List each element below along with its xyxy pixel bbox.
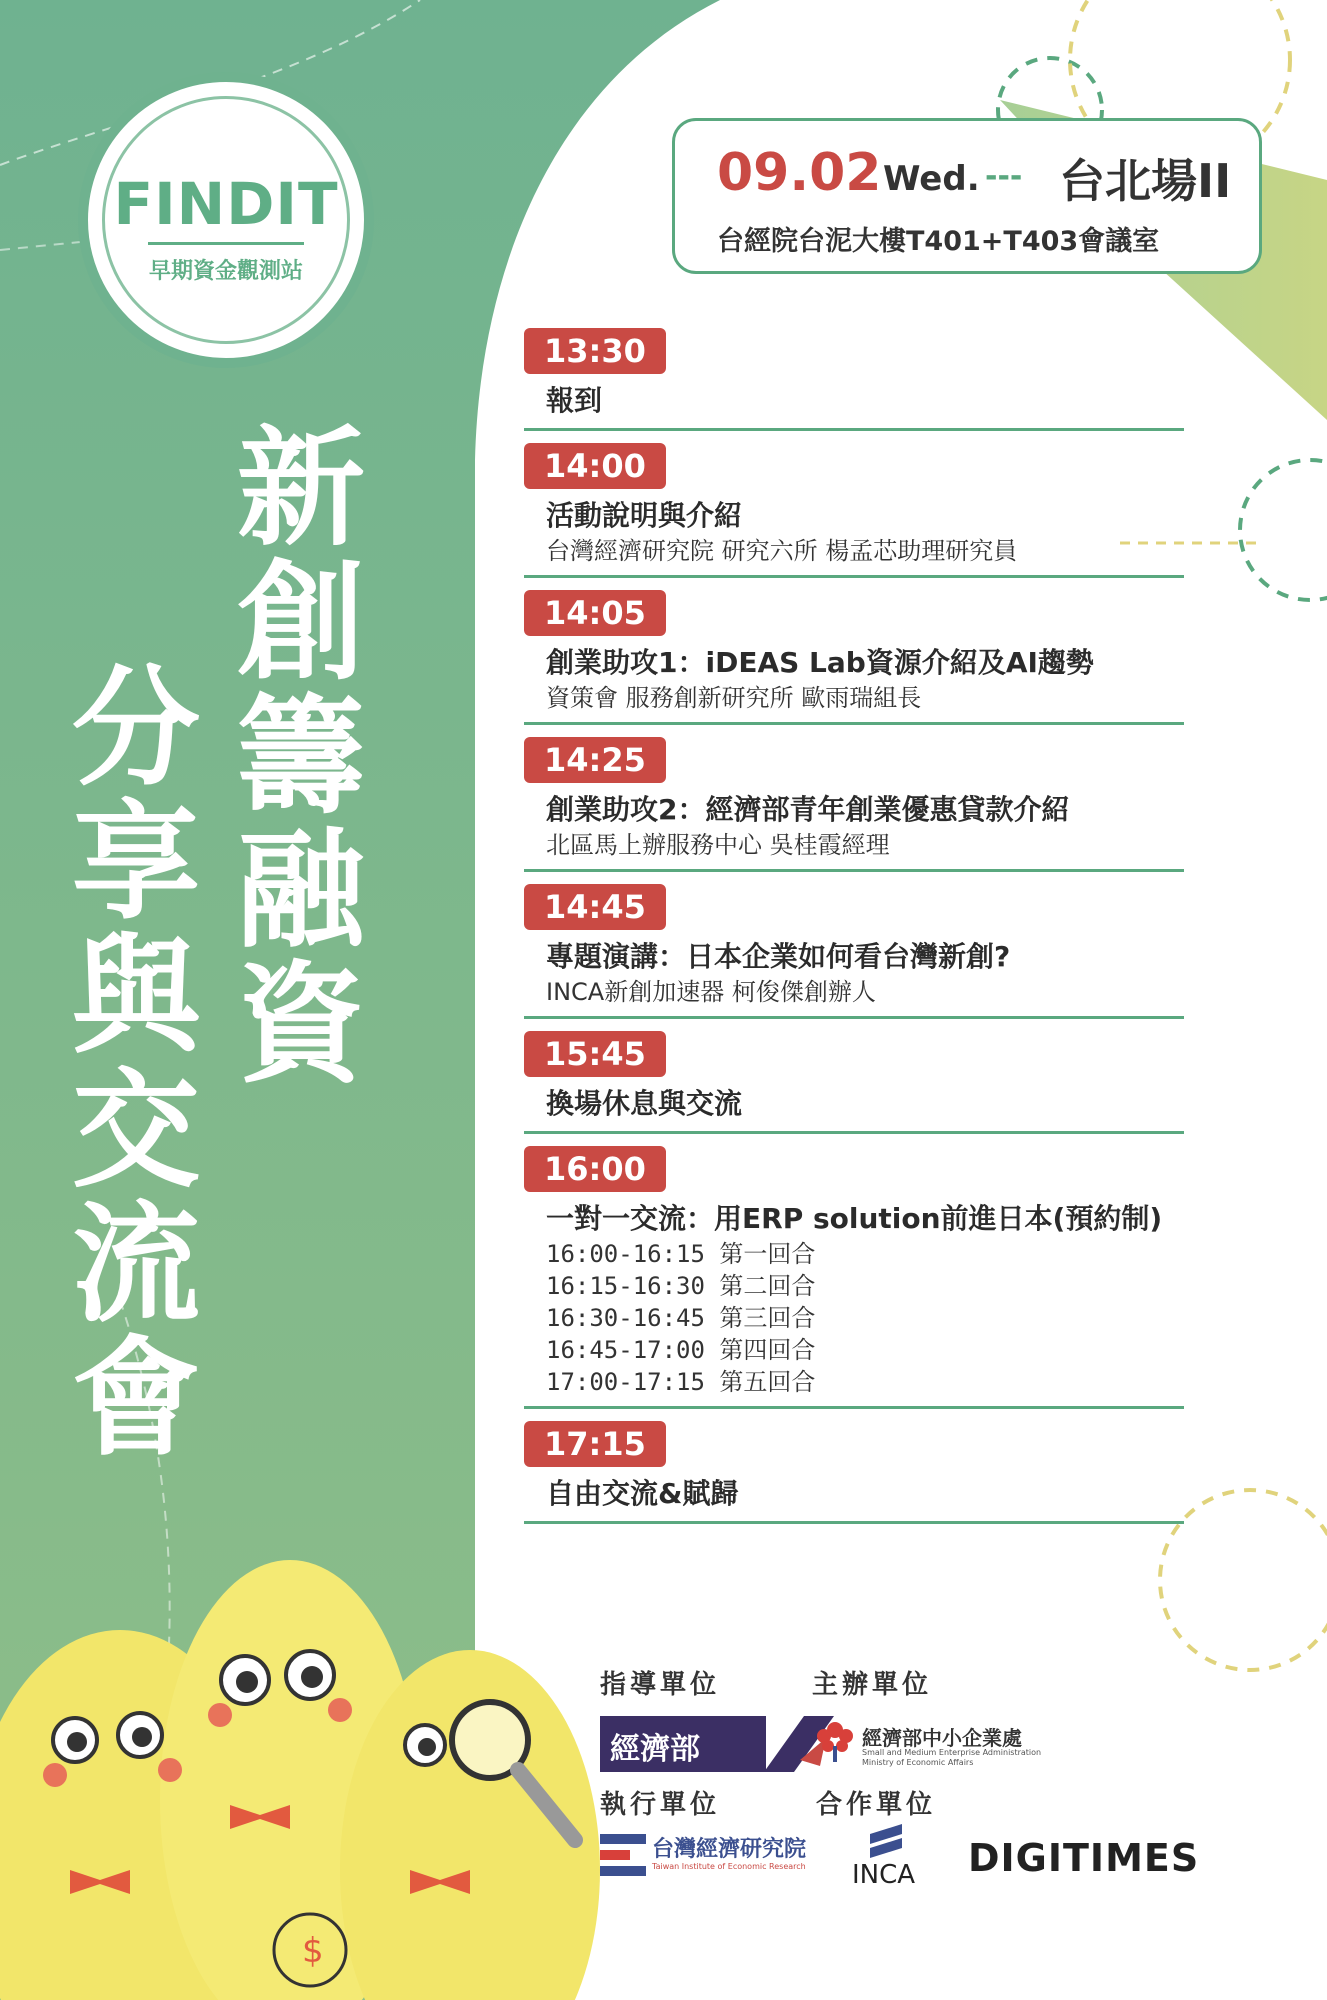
item-speaker: 北區馬上辦服務中心 吳桂霞經理 [546,831,890,859]
time-badge: 15:45 [524,1031,666,1077]
schedule-item [524,590,1184,725]
inca-name: INCA [852,1860,916,1890]
item-title: 創業助攻2：經濟部青年創業優惠貸款介紹 [546,793,1070,826]
venue-dash: --- [985,159,1023,194]
svg-text:$: $ [302,1931,324,1971]
event-date: 09.02 [717,143,882,203]
item-speaker: 資策會 服務創新研究所 歐雨瑞組長 [546,684,922,712]
sme-flower-icon [812,1716,858,1762]
item-title: 專題演講：日本企業如何看台灣新創? [546,940,1011,973]
time-badge: 13:30 [524,328,666,374]
schedule-item [524,443,1184,578]
round-slot: 17:00-17:15 第五回合 [546,1368,816,1396]
time-badge: 14:45 [524,884,666,930]
event-room: 台經院台泥大樓T401+T403會議室 [717,226,1160,257]
schedule [524,328,1184,1536]
schedule-item [524,1421,1184,1524]
digitimes-logo: DIGITIMES [968,1836,1200,1880]
main-title-line2: 分享與交流會 [50,660,199,1464]
main-title-line1: 新創籌融資 [215,420,364,1090]
item-speaker: INCA新創加速器 柯俊傑創辦人 [546,978,876,1006]
time-badge: 14:25 [524,737,666,783]
round-slot: 16:30-16:45 第三回合 [546,1304,816,1332]
schedule-item [524,1031,1184,1134]
logo-divider [148,242,304,245]
findit-logo [78,72,374,368]
time-badge: 14:00 [524,443,666,489]
item-title: 換場休息與交流 [546,1087,743,1120]
guidance-label: 指導單位 [600,1670,721,1700]
event-city: 台北場II [1059,154,1232,208]
time-badge: 17:15 [524,1421,666,1467]
venue-box [672,118,1262,274]
moe-name: 經濟部 [610,1732,700,1767]
schedule-item [524,1146,1184,1409]
tier-logo-icon [600,1834,646,1876]
item-title: 一對一交流：用ERP solution前進日本(預約制) [546,1202,1163,1235]
host-label: 主辦單位 [812,1670,933,1700]
time-badge: 16:00 [524,1146,666,1192]
partner-label: 合作單位 [816,1790,937,1820]
schedule-item [524,884,1184,1019]
tier-name: 台灣經濟研究院 [652,1837,807,1862]
sme-english: Small and Medium Enterprise Administration Ministry of Economic Affairs [862,1748,1042,1767]
round-slot: 16:15-16:30 第二回合 [546,1272,816,1300]
round-slot: 16:45-17:00 第四回合 [546,1336,816,1364]
schedule-item [524,328,1184,431]
schedule-item [524,737,1184,872]
logo-subtitle: 早期資金觀測站 [148,259,303,284]
round-slot: 16:00-16:15 第一回合 [546,1240,816,1268]
item-title: 創業助攻1：iDEAS Lab資源介紹及AI趨勢 [546,646,1094,679]
logo-title: FINDIT [113,170,339,238]
moe-logo [600,1716,766,1772]
time-badge: 14:05 [524,590,666,636]
exec-label: 執行單位 [600,1790,721,1820]
item-title: 自由交流&賦歸 [546,1477,739,1510]
sme-name: 經濟部中小企業處 [862,1726,1022,1750]
item-title: 活動說明與介紹 [546,499,743,532]
item-title: 報到 [546,384,603,417]
tier-english: Taiwan Institute of Economic Research [652,1862,806,1871]
event-weekday: Wed. [883,159,980,199]
item-speaker: 台灣經濟研究院 研究六所 楊孟芯助理研究員 [546,537,1018,565]
inca-logo-icon [866,1820,906,1860]
